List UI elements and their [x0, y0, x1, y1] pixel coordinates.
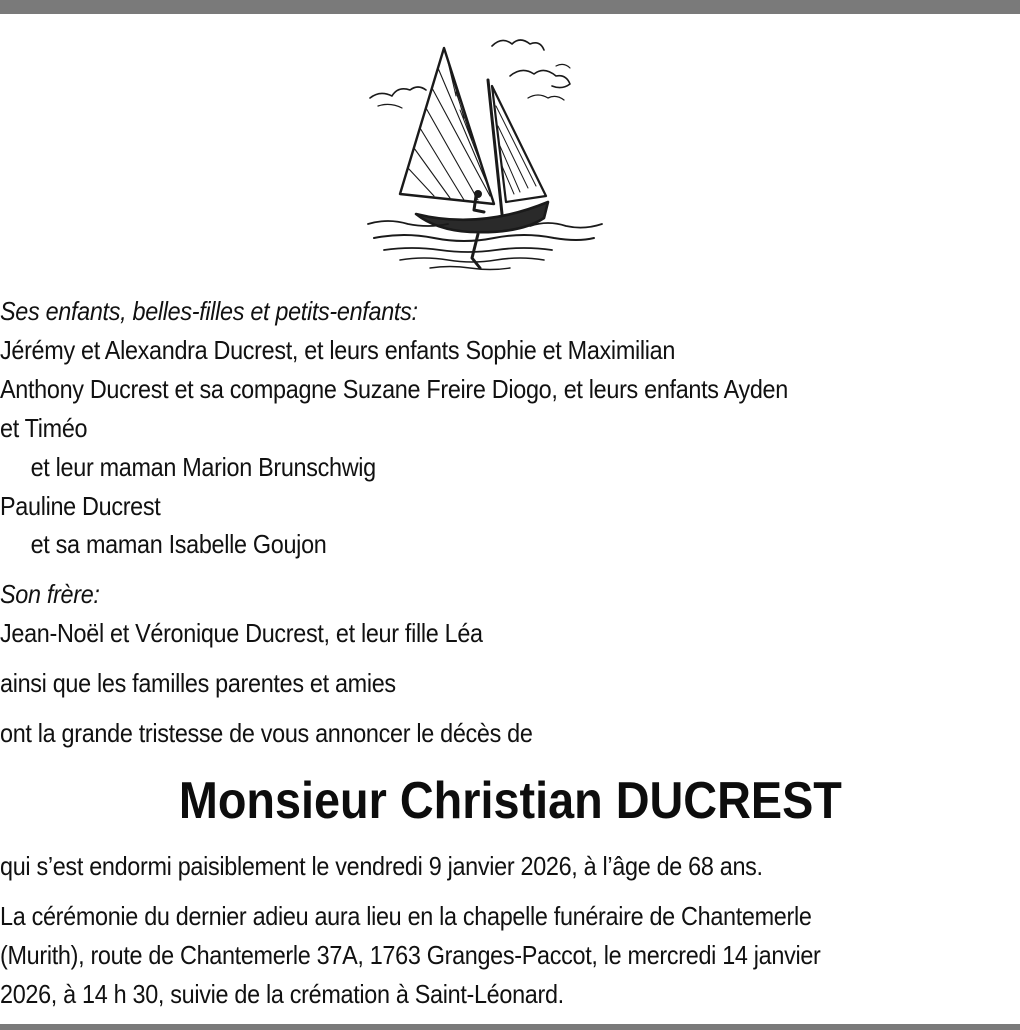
passing-line: qui s’est endormi paisiblement le vendredi 9 janvier 2026, à l’âge de 68 ans. [0, 851, 763, 881]
deceased-name: Monsieur Christian DUCREST [178, 772, 842, 830]
top-rule [0, 0, 1020, 14]
family-line-4: et leur maman Marion Brunschwig [30, 452, 376, 482]
family-line-2: Anthony Ducrest et sa compagne Suzane Freire Diogo, et leurs enfants Ayden [0, 374, 788, 404]
brother-heading: Son frère: [0, 579, 100, 609]
families-line: ainsi que les familles parentes et amies [0, 668, 396, 698]
bottom-rule [0, 1024, 1020, 1030]
family-line-6: et sa maman Isabelle Goujon [30, 529, 327, 559]
sailboat-illustration-icon [360, 36, 610, 276]
family-line-1: Jérémy et Alexandra Ducrest, et leurs enfants Sophie et Maximilian [0, 335, 676, 365]
deceased-name-container [0, 766, 1020, 836]
ceremony-line-1: La cérémonie du dernier adieu aura lieu en la chapelle funéraire de Chantemerle [0, 901, 812, 931]
family-line-5: Pauline Ducrest [0, 491, 161, 521]
children-heading: Ses enfants, belles-filles et petits-enfants: [0, 296, 418, 326]
ceremony-line-2: (Murith), route de Chantemerle 37A, 1763 Granges-Paccot, le mercredi 14 janvier [0, 940, 821, 970]
ceremony-line-3: 2026, à 14 h 30, suivie de la crémation à Saint-Léonard. [0, 979, 564, 1009]
family-line-3: et Timéo [0, 413, 88, 443]
announcement-line: ont la grande tristesse de vous annoncer le décès de [0, 718, 533, 748]
brother-line: Jean-Noël et Véronique Ducrest, et leur fille Léa [0, 618, 483, 648]
